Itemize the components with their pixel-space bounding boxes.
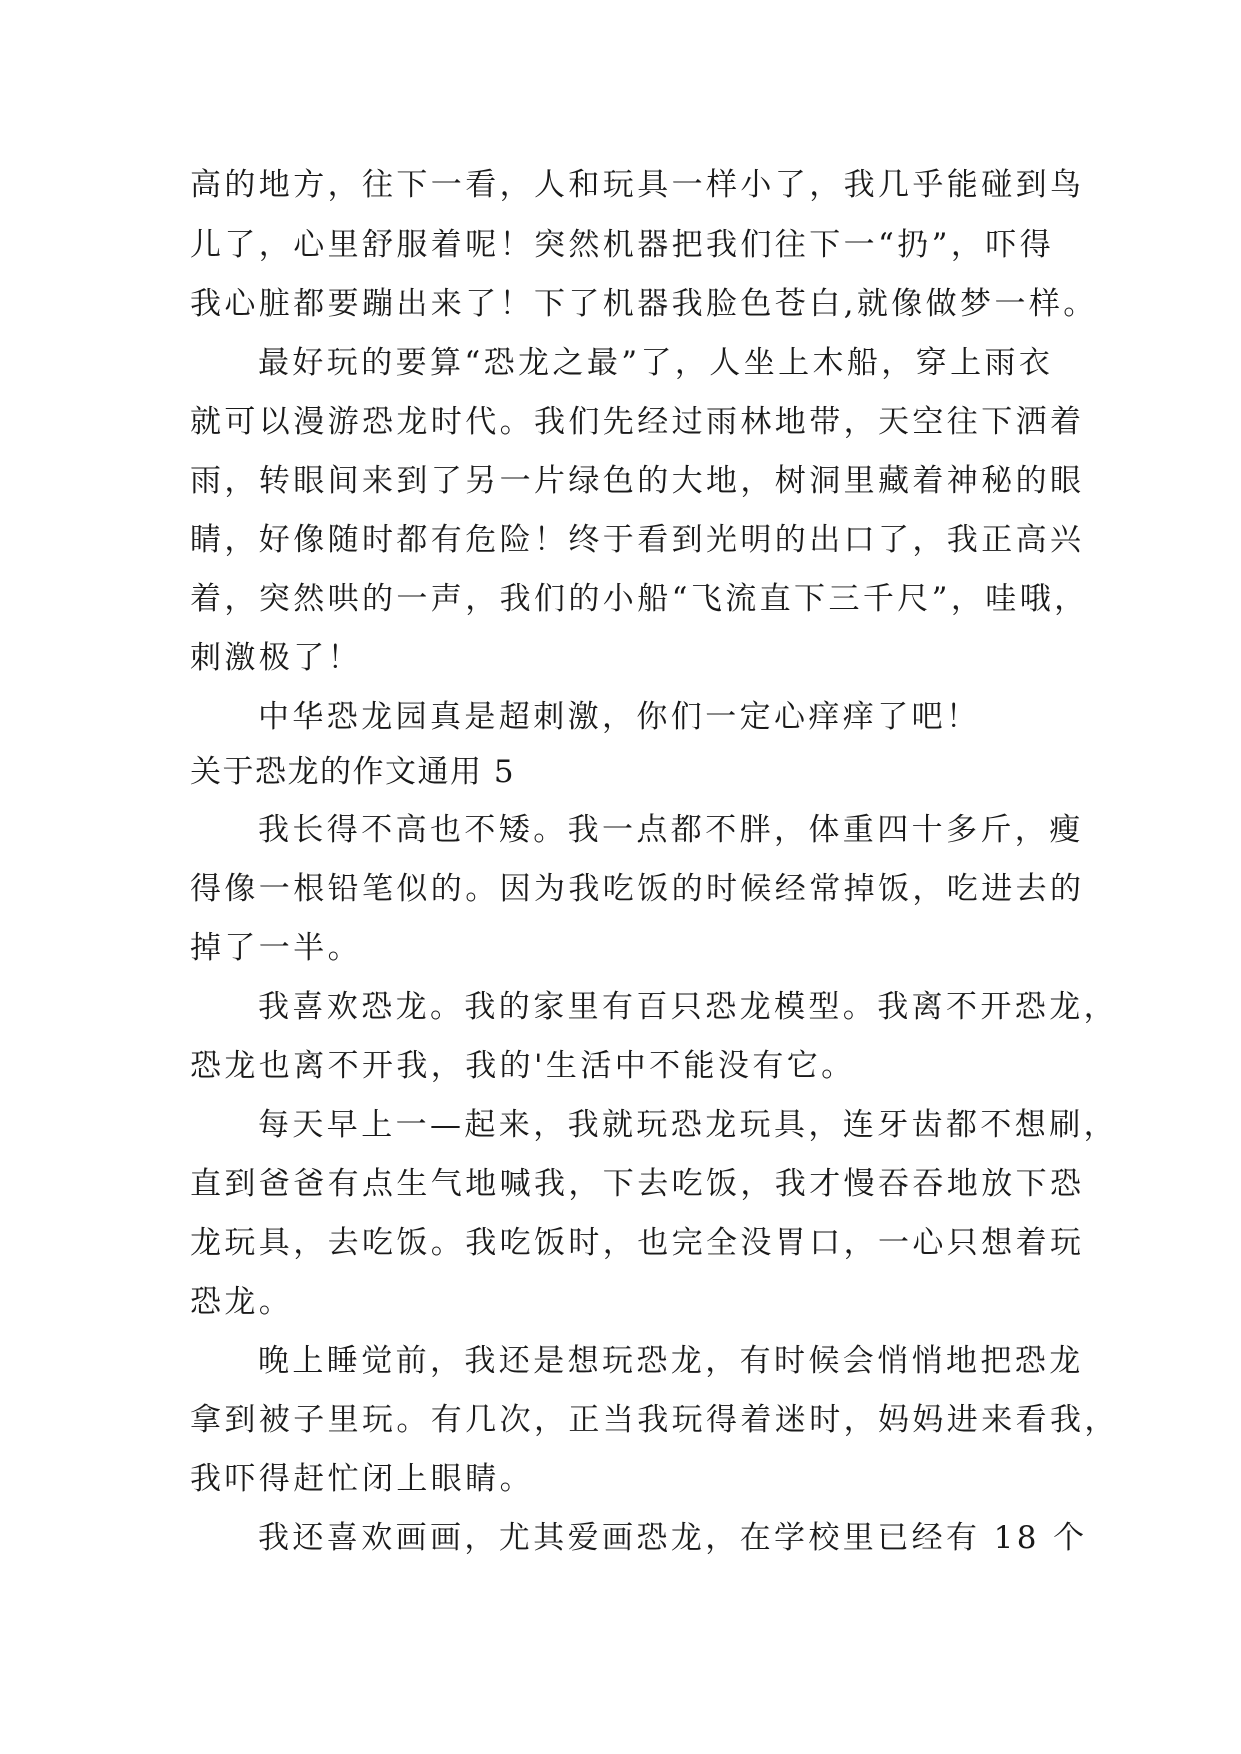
text-line: 刺激极了！ (190, 640, 362, 676)
paragraph-first-line: 我还喜欢画画，尤其爱画恐龙，在学校里已经有 18 个 (258, 1520, 1088, 1556)
text-line: 得像一根铅笔似的。因为我吃饭的时候经常掉饭，吃进去的 (190, 871, 1085, 907)
text-line: 龙玩具，去吃饭。我吃饭时，也完全没胃口，一心只想着玩 (190, 1225, 1085, 1261)
text-line: 恐龙。 (190, 1284, 294, 1320)
text-line: 拿到被子里玩。有几次，正当我玩得着迷时，妈妈进来看我， (190, 1402, 1119, 1438)
text-line: 恐龙也离不开我，我的'生活中不能没有它。 (190, 1048, 856, 1084)
paragraph-first-line: 我喜欢恐龙。我的家里有百只恐龙模型。我离不开恐龙， (258, 989, 1118, 1025)
section-heading: 关于恐龙的作文通用 5 (190, 754, 516, 790)
text-line: 就可以漫游恐龙时代。我们先经过雨林地带，天空往下洒着 (190, 404, 1085, 440)
paragraph-first-line: 中华恐龙园真是超刺激，你们一定心痒痒了吧！ (258, 699, 981, 735)
text-line: 着，突然哄的一声，我们的小船“飞流直下三千尺”，哇哦， (190, 581, 1089, 617)
text-line: 雨，转眼间来到了另一片绿色的大地，树洞里藏着神秘的眼 (190, 463, 1085, 499)
text-line: 我心脏都要蹦出来了！下了机器我脸色苍白,就像做梦一样。 (190, 286, 1098, 322)
text-line: 睛，好像随时都有危险！终于看到光明的出口了，我正高兴 (190, 522, 1085, 558)
paragraph-first-line: 晚上睡觉前，我还是想玩恐龙，有时候会悄悄地把恐龙 (258, 1343, 1084, 1379)
text-line: 直到爸爸有点生气地喊我，下去吃饭，我才慢吞吞地放下恐 (190, 1166, 1085, 1202)
text-line: 儿了，心里舒服着呢！突然机器把我们往下一“扔”，吓得 (190, 227, 1055, 263)
paragraph-first-line: 我长得不高也不矮。我一点都不胖，体重四十多斤，瘦 (258, 812, 1084, 848)
paragraph-first-line: 每天早上一—起来，我就玩恐龙玩具，连牙齿都不想刷， (258, 1107, 1118, 1143)
text-line: 我吓得赶忙闭上眼睛。 (190, 1461, 534, 1497)
paragraph-first-line: 最好玩的要算“恐龙之最”了，人坐上木船，穿上雨衣 (258, 345, 1054, 381)
text-line: 掉了一半。 (190, 930, 362, 966)
text-line: 高的地方，往下一看，人和玩具一样小了，我几乎能碰到鸟 (190, 167, 1085, 203)
